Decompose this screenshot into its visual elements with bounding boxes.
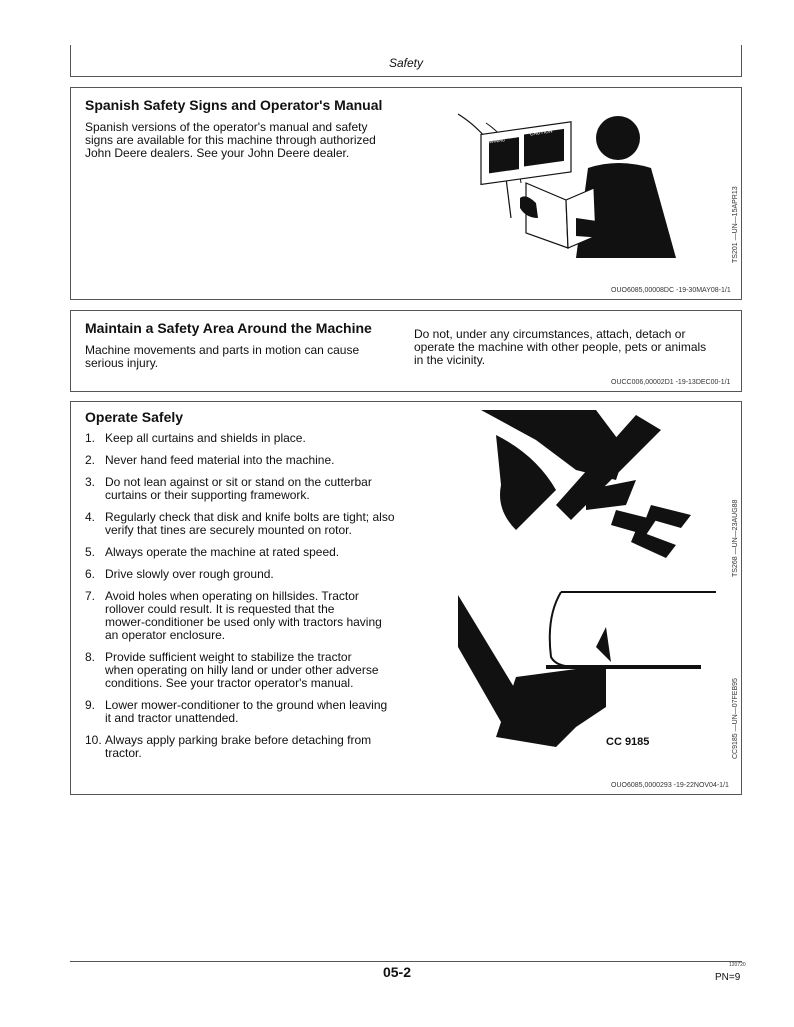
list-item <box>83 546 403 559</box>
item-line: tractor. <box>105 746 142 760</box>
item-line: curtains or their supporting framework. <box>105 488 310 502</box>
item-line: it and tractor unattended. <box>105 711 239 725</box>
item-number: 10. <box>85 733 102 747</box>
list-item <box>83 651 403 690</box>
image-code: CC9185 —UN—07FEB95 <box>732 678 739 759</box>
item-number: 2. <box>85 453 96 467</box>
safety-list <box>83 432 403 769</box>
item-line: Always operate the machine at rated speed. <box>105 545 340 559</box>
section-ref-code: OUO6085,00008DC -19-30MAY08-1/1 <box>611 287 731 294</box>
list-item <box>83 699 403 725</box>
footer-divider <box>70 961 742 962</box>
item-line: verify that tines are securely mounted on rotor. <box>105 523 352 537</box>
item-line: conditions. See your tractor operator's manual. <box>105 676 354 690</box>
body-line: John Deere dealers. See your John Deere dealer. <box>85 146 350 160</box>
item-line: an operator enclosure. <box>105 628 226 642</box>
hand-blade-warning-illustration <box>476 410 726 560</box>
section-ref-code: OUCC006,00002D1 -19-13DEC00-1/1 <box>611 379 731 386</box>
item-number: 7. <box>85 589 96 603</box>
warning-label: WARNING <box>486 137 506 145</box>
item-line: Always apply parking brake before detaching from <box>105 733 372 747</box>
item-line: rollover could result. It is requested that the <box>105 602 335 616</box>
item-number: 4. <box>85 510 96 524</box>
section-body <box>85 121 376 160</box>
item-number: 8. <box>85 650 96 664</box>
hand-entanglement-illustration <box>456 587 736 767</box>
item-line: Lower mower-conditioner to the ground when leaving <box>105 698 388 712</box>
item-line: Regularly check that disk and knife bolts are tight; also <box>105 510 395 524</box>
page-header <box>70 45 742 77</box>
item-line: Provide sufficient weight to stabilize the tractor <box>105 650 352 664</box>
item-number: 5. <box>85 545 96 559</box>
section-spanish-signs <box>70 87 742 300</box>
body-line: Spanish versions of the operator's manual and safety <box>85 120 368 134</box>
pn-label: PN=9 <box>715 972 741 983</box>
item-line: Do not lean against or sit or stand on the cutterbar <box>105 475 372 489</box>
body-line: Machine movements and parts in motion can cause <box>85 343 360 357</box>
item-line: Drive slowly over rough ground. <box>105 567 274 581</box>
item-number: 6. <box>85 567 96 581</box>
section-safety-area <box>70 310 742 392</box>
list-item <box>83 432 403 445</box>
list-item <box>83 454 403 467</box>
image-code: TS201 —UN—15APR13 <box>732 186 739 263</box>
section-body-left <box>85 344 359 370</box>
body-line: serious injury. <box>85 356 159 370</box>
illustration-label: CC 9185 <box>606 736 650 748</box>
item-line: mower-conditioner be used only with tractors having <box>105 615 382 629</box>
section-title: Spanish Safety Signs and Operator's Manual <box>85 97 383 113</box>
list-item <box>83 734 403 760</box>
header-title: Safety <box>388 56 424 70</box>
body-line: operate the machine with other people, pets or animals <box>414 340 707 354</box>
caution-label: CAUTION <box>530 128 553 138</box>
section-title: Maintain a Safety Area Around the Machine <box>85 320 372 336</box>
item-line: Keep all curtains and shields in place. <box>105 431 306 445</box>
footer-code: 120720 <box>729 962 746 968</box>
body-line: signs are available for this machine through authorized <box>85 133 376 147</box>
section-operate-safely <box>70 401 742 795</box>
operator-reading-manual-illustration <box>456 108 746 278</box>
item-number: 1. <box>85 431 96 445</box>
body-line: Do not, under any circumstances, attach, detach or <box>414 327 686 341</box>
item-line: when operating on hilly land or under other adverse <box>105 663 379 677</box>
item-number: 9. <box>85 698 96 712</box>
page-number: 05-2 <box>382 964 412 980</box>
section-body-right <box>414 328 706 367</box>
item-number: 3. <box>85 475 96 489</box>
list-item <box>83 476 403 502</box>
item-line: Avoid holes when operating on hillsides. Tractor <box>105 589 359 603</box>
item-line: Never hand feed material into the machine. <box>105 453 335 467</box>
list-item <box>83 511 403 537</box>
body-line: in the vicinity. <box>414 353 486 367</box>
section-title: Operate Safely <box>85 409 184 425</box>
section-ref-code: OUO6085,0000293 -19-22NOV04-1/1 <box>611 782 729 789</box>
list-item <box>83 568 403 581</box>
list-item <box>83 590 403 642</box>
image-code: TS268 —UN—23AUG88 <box>732 499 739 577</box>
